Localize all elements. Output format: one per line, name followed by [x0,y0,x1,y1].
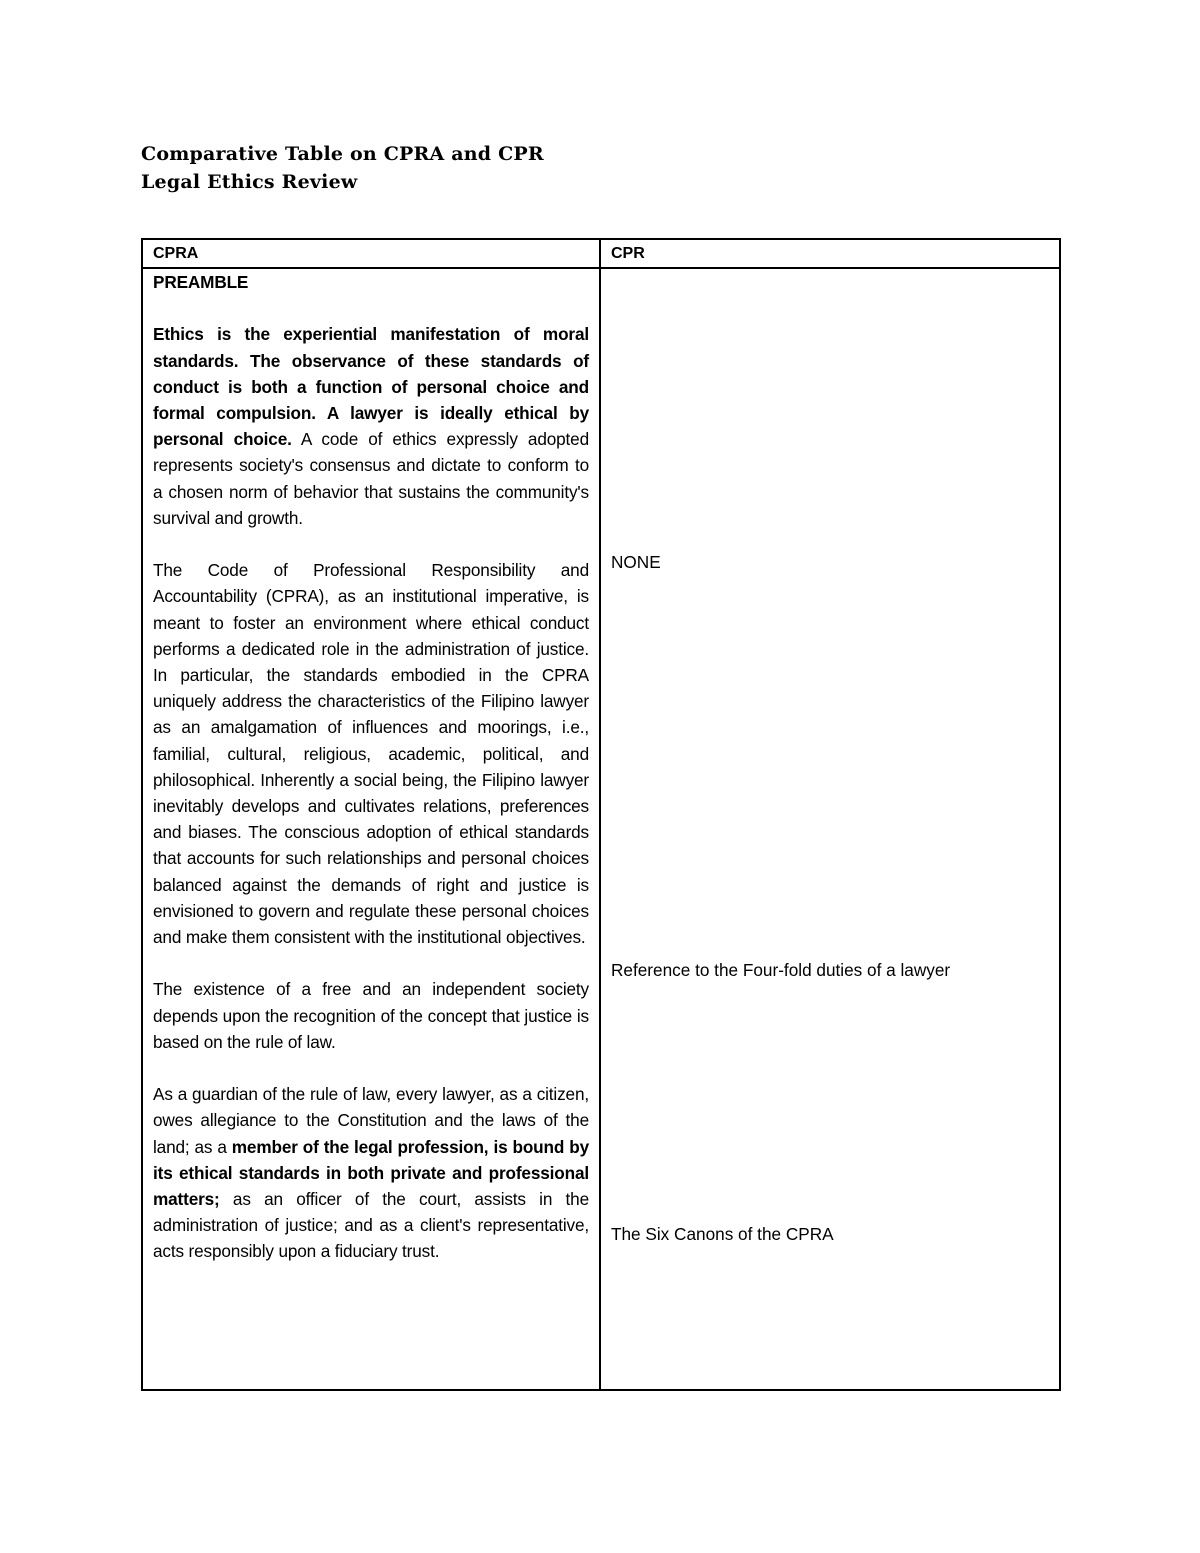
header-cpr: CPR [600,239,1060,268]
preamble-paragraph-3: The existence of a free and an independent society depends upon the recognition of the concept that justice is based on the rule of law. [153,979,589,1052]
cpra-cell [142,268,600,1390]
preamble-paragraph-1 [153,321,589,531]
preamble-paragraph-4-end: as an officer of the court, assists in the administration of justice; and as a client's representative, acts responsibly upon a fiduciary trust. [153,1189,589,1262]
title-line-sub: Legal Ethics Review [141,171,358,193]
table-header-row [142,239,1060,268]
table-row [142,268,1060,1390]
section-label-preamble: PREAMBLE [153,272,249,292]
header-cpra: CPRA [142,239,600,268]
comparison-table [141,238,1061,1391]
cpr-cell [600,268,1060,1390]
title-line-main: Comparative Table on CPRA and CPR [141,143,544,165]
cpr-entry-fourfold-duties: Reference to the Four-fold duties of a lawyer [611,960,951,980]
document-title [141,140,544,196]
preamble-paragraph-1-bold: Ethics is the experiential manifestation of moral standards. The observance of these standards of conduct is both a function of personal choice and formal compulsion. A lawyer is ideally ethical by personal choice. [153,324,589,450]
preamble-paragraph-4 [153,1081,589,1264]
cpr-entry-six-canons: The Six Canons of the CPRA [611,1224,834,1244]
preamble-paragraph-4-start: As a guardian of the rule of law, every lawyer, as a citizen, owes allegiance to the Constitution and the laws of the land; as a [153,1084,589,1157]
preamble-paragraph-2: The Code of Professional Responsibility and Accountability (CPRA), as an institutional imperative, is meant to foster an environment where ethical conduct performs a dedicated role in the administration of justice. In particular, the standards embodied in the CPRA uniquely address the characteristics of the Filipino lawyer as an amalgamation of influences and moorings, i.e., familial, cultural, religious, academic, political, and philosophical. Inherently a social being, the Filipino lawyer inevitably develops and cultivates relations, preferences and biases. The conscious adoption of ethical standards that accounts for such relationships and personal choices balanced against the demands of right and justice is envisioned to govern and regulate these personal choices and make them consistent with the institutional objectives. [153,560,589,948]
preamble-paragraph-4-bold: member of the legal profession, is bound by its ethical standards in both private and professional matters; [153,1136,589,1210]
cpr-entry-none: NONE [611,552,661,572]
preamble-paragraph-1-rest: A code of ethics expressly adopted represents society's consensus and dictate to conform to a chosen norm of behavior that sustains the community's survival and growth. [153,429,589,528]
